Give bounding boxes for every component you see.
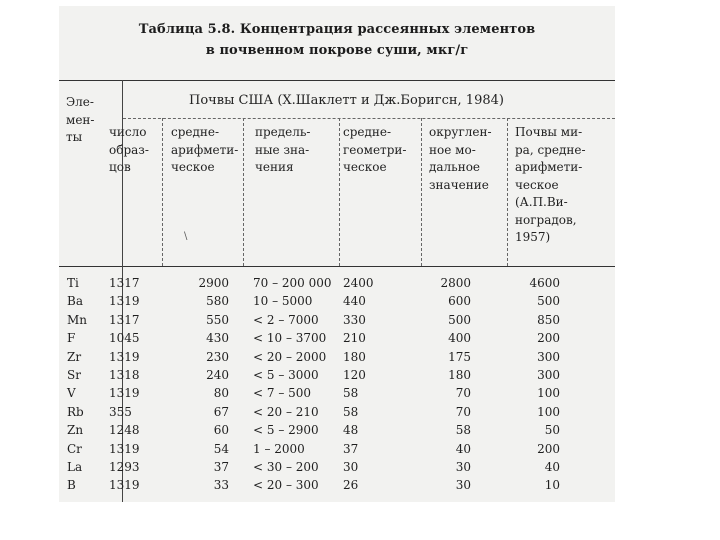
limits-cell: 70 – 200 000 <box>253 276 332 290</box>
sample-count-cell: 1318 <box>109 368 140 382</box>
world-mean-cell: 500 <box>537 294 560 309</box>
col-divider-5 <box>507 118 508 266</box>
element-cell: V <box>67 386 76 401</box>
modal-value-cell: 70 <box>455 386 471 401</box>
geo-mean-cell: 330 <box>343 312 366 327</box>
arith-mean-cell: 37 <box>213 460 229 474</box>
arith-mean-cell: 430 <box>206 331 229 346</box>
col-divider-1 <box>162 118 163 266</box>
limits-cell: < 2 – 7000 <box>253 312 319 327</box>
limits-cell: < 20 – 2000 <box>253 349 327 364</box>
world-mean-cell: 100 <box>537 386 560 401</box>
modal-value-cell: 400 <box>448 331 471 346</box>
world-mean-cell: 40 <box>544 460 560 474</box>
limits-cell: 10 – 5000 <box>253 294 313 309</box>
header-elements: Эле- мен- ты <box>66 95 95 144</box>
sample-count-cell: 1317 <box>109 312 140 327</box>
modal-value-cell: 30 <box>455 460 471 474</box>
world-mean-cell: 200 <box>537 441 560 456</box>
element-cell: Rb <box>67 404 84 419</box>
arith-mean-cell: 80 <box>213 386 229 401</box>
element-cell: Ti <box>67 276 79 290</box>
header-usa-soils: Почвы США (Х.Шаклетт и Дж.Боригсн, 1984) <box>189 93 504 108</box>
world-mean-cell: 200 <box>537 331 560 346</box>
world-mean-cell: 850 <box>537 312 560 327</box>
col-divider-4 <box>421 118 422 266</box>
modal-value-cell: 500 <box>448 312 471 327</box>
arith-mean-cell: 230 <box>206 349 229 364</box>
element-cell: B <box>67 478 76 493</box>
modal-value-cell: 180 <box>448 368 471 382</box>
world-mean-cell: 300 <box>537 368 560 382</box>
geo-mean-cell: 30 <box>343 460 359 474</box>
arith-mean-cell: 54 <box>213 441 229 456</box>
geo-mean-cell: 2400 <box>343 276 374 290</box>
element-cell: Cr <box>67 441 82 456</box>
modal-value-cell: 600 <box>448 294 471 309</box>
header-top-rule <box>59 80 615 81</box>
arith-mean-cell: 2900 <box>198 276 229 290</box>
sample-count-cell: 1319 <box>109 478 140 493</box>
modal-value-cell: 175 <box>448 349 471 364</box>
geo-mean-cell: 26 <box>343 478 359 493</box>
geo-mean-cell: 120 <box>343 368 366 382</box>
geo-mean-cell: 58 <box>343 404 359 419</box>
modal-value-cell: 40 <box>455 441 471 456</box>
sample-count-cell: 1319 <box>109 441 140 456</box>
geo-mean-cell: 37 <box>343 441 359 456</box>
arith-mean-cell: 60 <box>213 423 229 438</box>
header-limits: предель- ные зна- чения <box>255 125 311 174</box>
arith-mean-cell: 33 <box>213 478 229 493</box>
element-cell: F <box>67 331 76 346</box>
header-geo-mean: средне- геометри- ческое <box>343 125 407 174</box>
modal-value-cell: 70 <box>455 404 471 419</box>
header-sample-count: число образ- цов <box>109 125 149 174</box>
limits-cell: < 20 – 300 <box>253 478 319 493</box>
limits-cell: 1 – 2000 <box>253 441 305 456</box>
sample-count-cell: 1319 <box>109 349 140 364</box>
table-subtitle: в почвенном покрове суши, мкг/г <box>205 43 469 58</box>
limits-cell: < 30 – 200 <box>253 460 319 474</box>
limits-cell: < 7 – 500 <box>253 386 312 401</box>
element-cell: Mn <box>67 312 88 327</box>
world-mean-cell: 4600 <box>529 276 560 290</box>
table-page <box>59 6 615 502</box>
scan-mark: \ <box>184 231 188 242</box>
limits-cell: < 5 – 2900 <box>253 423 319 438</box>
modal-value-cell: 58 <box>455 423 471 438</box>
header-arith-mean: средне- арифмети- ческое <box>171 125 239 174</box>
sample-count-cell: 1045 <box>109 331 140 346</box>
col-divider-2 <box>243 118 244 266</box>
geo-mean-cell: 48 <box>343 423 359 438</box>
header-world-soils: Почвы ми- ра, средне- арифмети- ческое (А.П.Ви- ноградов, 1957) <box>515 125 586 244</box>
arith-mean-cell: 240 <box>206 368 229 382</box>
element-cell: La <box>67 460 83 474</box>
element-cell: Zn <box>67 423 84 438</box>
header-bottom-rule <box>59 266 615 267</box>
element-cell: Ba <box>67 294 83 309</box>
limits-cell: < 20 – 210 <box>253 404 319 419</box>
header-modal-value: округлен- ное мо- дальное значение <box>429 125 492 192</box>
limits-cell: < 5 – 3000 <box>253 368 319 382</box>
modal-value-cell: 2800 <box>440 276 471 290</box>
col-divider-3 <box>339 118 340 266</box>
world-mean-cell: 300 <box>537 349 560 364</box>
limits-cell: < 10 – 3700 <box>253 331 327 346</box>
geo-mean-cell: 210 <box>343 331 366 346</box>
modal-value-cell: 30 <box>455 478 471 493</box>
geo-mean-cell: 440 <box>343 294 366 309</box>
sample-count-cell: 1248 <box>109 423 140 438</box>
sample-count-cell: 1319 <box>109 386 140 401</box>
arith-mean-cell: 580 <box>206 294 229 309</box>
arith-mean-cell: 550 <box>206 312 229 327</box>
sample-count-cell: 1293 <box>109 460 140 474</box>
sample-count-cell: 1319 <box>109 294 140 309</box>
sample-count-cell: 1317 <box>109 276 140 290</box>
arith-mean-cell: 67 <box>213 404 229 419</box>
world-mean-cell: 100 <box>537 404 560 419</box>
element-cell: Zr <box>67 349 82 364</box>
element-cell: Sr <box>67 368 81 382</box>
world-mean-cell: 10 <box>544 478 560 493</box>
table-title: Таблица 5.8. Концентрация рассеянных элементов <box>138 22 536 37</box>
sample-count-cell: 355 <box>109 404 132 419</box>
geo-mean-cell: 180 <box>343 349 366 364</box>
world-mean-cell: 50 <box>544 423 560 438</box>
usa-group-divider <box>123 118 615 119</box>
geo-mean-cell: 58 <box>343 386 359 401</box>
